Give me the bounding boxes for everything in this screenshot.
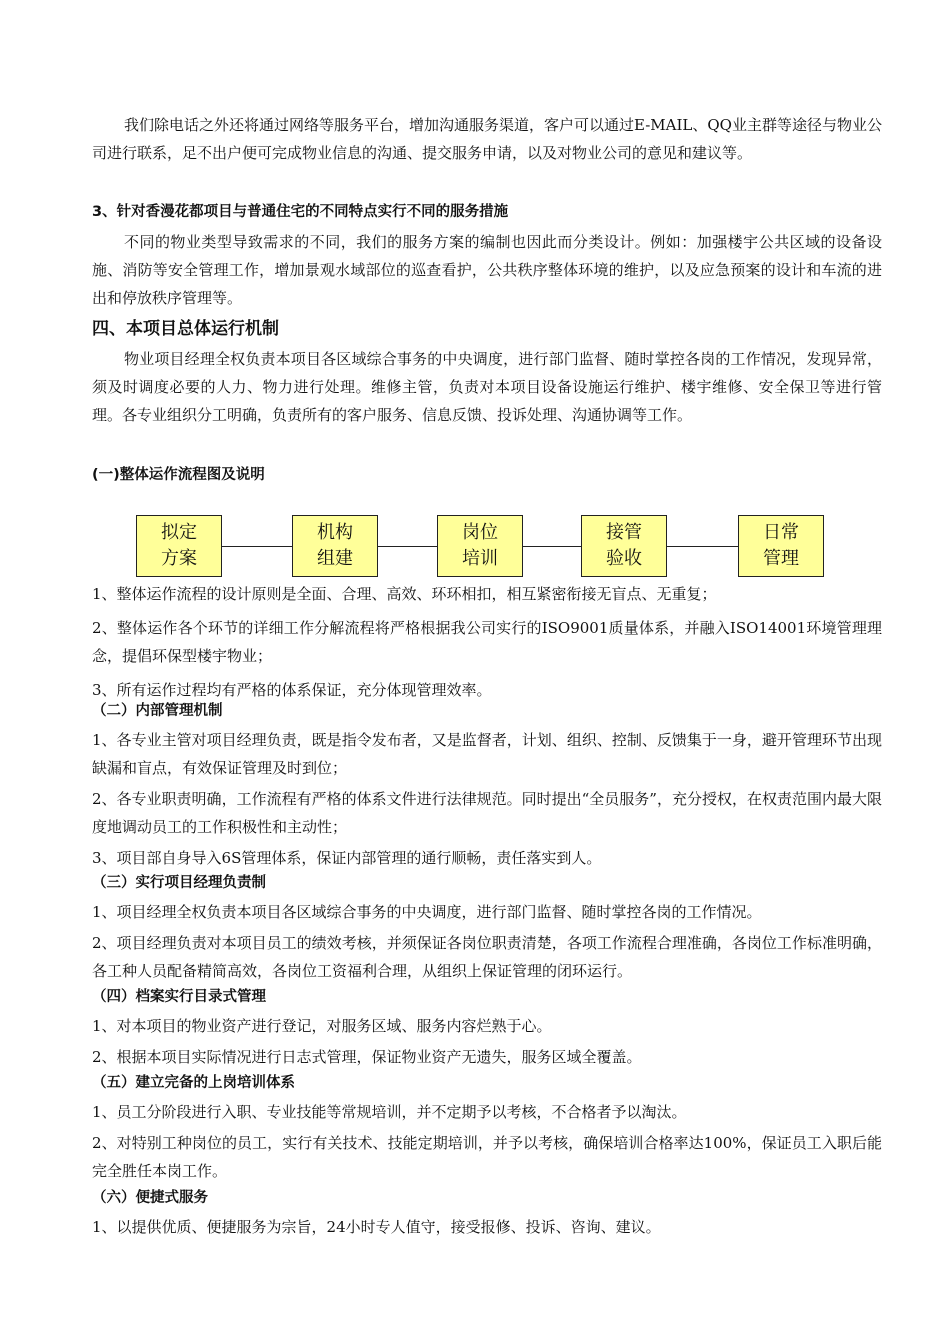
flow-step-label: 方案 — [161, 548, 197, 569]
flow-step-label: 拟定 — [161, 522, 197, 543]
list-item: 1、项目经理全权负责本项目各区域综合事务的中央调度，进行部门监督、随时掌控各岗的工作情况。 — [92, 903, 762, 921]
list-item: 1、对本项目的物业资产进行登记，对服务区域、服务内容烂熟于心。 — [92, 1017, 552, 1035]
flow-connector — [523, 546, 581, 547]
flow-step-training — [437, 515, 523, 577]
flow-step-takeover — [581, 515, 667, 577]
section-6-items — [92, 1213, 882, 1241]
flow-step-label: 组建 — [317, 548, 353, 569]
paragraph-classified-design: 不同的物业类型导致需求的不同，我们的服务方案的编制也因此而分类设计。例如：加强楼宇公共区域的设备设施、消防等安全管理工作，增加景观水域部位的巡查看护，公共秩序整体环境的维护，以及应急预案的设计和车流的进出和停放秩序管理等。 — [92, 233, 882, 307]
section-4-items — [92, 1012, 882, 1071]
flow-step-plan — [136, 515, 222, 577]
flow-step-label: 接管 — [606, 522, 642, 543]
flow-step-label: 机构 — [317, 522, 353, 543]
list-item: 2、整体运作各个环节的详细工作分解流程将严格根据我公司实行的ISO9001质量体系，并融入ISO14001环境管理理念，提倡环保型楼宇物业； — [92, 619, 882, 665]
flow-step-label: 培训 — [462, 548, 498, 569]
list-item: 2、各专业职责明确，工作流程有严格的体系文件进行法律规范。同时提出“全员服务”，充分授权，在权责范围内最大限度地调动员工的工作积极性和主动性； — [92, 790, 882, 836]
list-item: 1、各专业主管对项目经理负责，既是指令发布者，又是监督者，计划、组织、控制、反馈集于一身，避开管理环节出现缺漏和盲点，有效保证管理及时到位； — [92, 731, 882, 777]
paragraph-project-manager-overview: 物业项目经理全权负责本项目各区域综合事务的中央调度，进行部门监督、随时掌控各岗的工作情况，发现异常，须及时调度必要的人力、物力进行处理。维修主管，负责对本项目设备设施运行维护、楼宇维修、安全保卫等进行管理。各专业组织分工明确，负责所有的客户服务、信息反馈、投诉处理、沟通协调等工作。 — [92, 350, 882, 424]
section-1-title: (一)整体运作流程图及说明 — [92, 467, 265, 483]
list-item: 2、项目经理负责对本项目员工的绩效考核，并须保证各岗位职责清楚，各项工作流程合理准确，各岗位工作标准明确，各工种人员配备精简高效，各岗位工资福利合理，从组织上保证管理的闭环运行。 — [92, 934, 882, 980]
heading-3-special-measures: 3、针对香漫花都项目与普通住宅的不同特点实行不同的服务措施 — [92, 204, 509, 220]
list-item: 3、所有运作过程均有严格的体系保证，充分体现管理效率。 — [92, 681, 492, 699]
section-4-title: （四）档案实行目录式管理 — [92, 989, 266, 1005]
flow-step-organization — [292, 515, 378, 577]
section-3-title: （三）实行项目经理负责制 — [92, 875, 266, 891]
list-item: 2、对特别工种岗位的员工，实行有关技术、技能定期培训，并予以考核，确保培训合格率达100%，保证员工入职后能完全胜任本岗工作。 — [92, 1134, 882, 1180]
section-2-items — [92, 726, 882, 872]
flow-step-label: 管理 — [763, 548, 799, 569]
flow-connector — [667, 546, 738, 547]
flow-step-label: 日常 — [763, 522, 799, 543]
section-5-items — [92, 1098, 882, 1185]
section-5-title: （五）建立完备的上岗培训体系 — [92, 1075, 295, 1091]
flow-step-label: 岗位 — [462, 522, 498, 543]
list-item: 1、员工分阶段进行入职、专业技能等常规培训，并不定期予以考核，不合格者予以淘汰。 — [92, 1103, 687, 1121]
heading-4-operating-mechanism: 四、本项目总体运行机制 — [92, 319, 279, 339]
flow-step-label: 验收 — [606, 548, 642, 569]
section-3-items — [92, 898, 882, 985]
list-item: 2、根据本项目实际情况进行日志式管理，保证物业资产无遗失，服务区域全覆盖。 — [92, 1048, 642, 1066]
list-item: 1、以提供优质、便捷服务为宗旨，24小时专人值守，接受报修、投诉、咨询、建议。 — [92, 1218, 661, 1236]
flow-connector — [222, 546, 292, 547]
flow-connector — [378, 546, 437, 547]
list-item: 3、项目部自身导入6S管理体系，保证内部管理的通行顺畅，责任落实到人。 — [92, 849, 602, 867]
section-1-items — [92, 580, 882, 704]
section-2-title: （二）内部管理机制 — [92, 703, 223, 719]
section-6-title: （六）便捷式服务 — [92, 1190, 208, 1206]
flow-step-daily-management — [738, 515, 824, 577]
paragraph-contact-channels: 我们除电话之外还将通过网络等服务平台，增加沟通服务渠道，客户可以通过E-MAIL、QQ业主群等途径与物业公司进行联系，足不出户便可完成物业信息的沟通、提交服务申请，以及对物业公司的意见和建议等。 — [92, 116, 882, 162]
list-item: 1、整体运作流程的设计原则是全面、合理、高效、环环相扣，相互紧密衔接无盲点、无重复； — [92, 585, 717, 603]
